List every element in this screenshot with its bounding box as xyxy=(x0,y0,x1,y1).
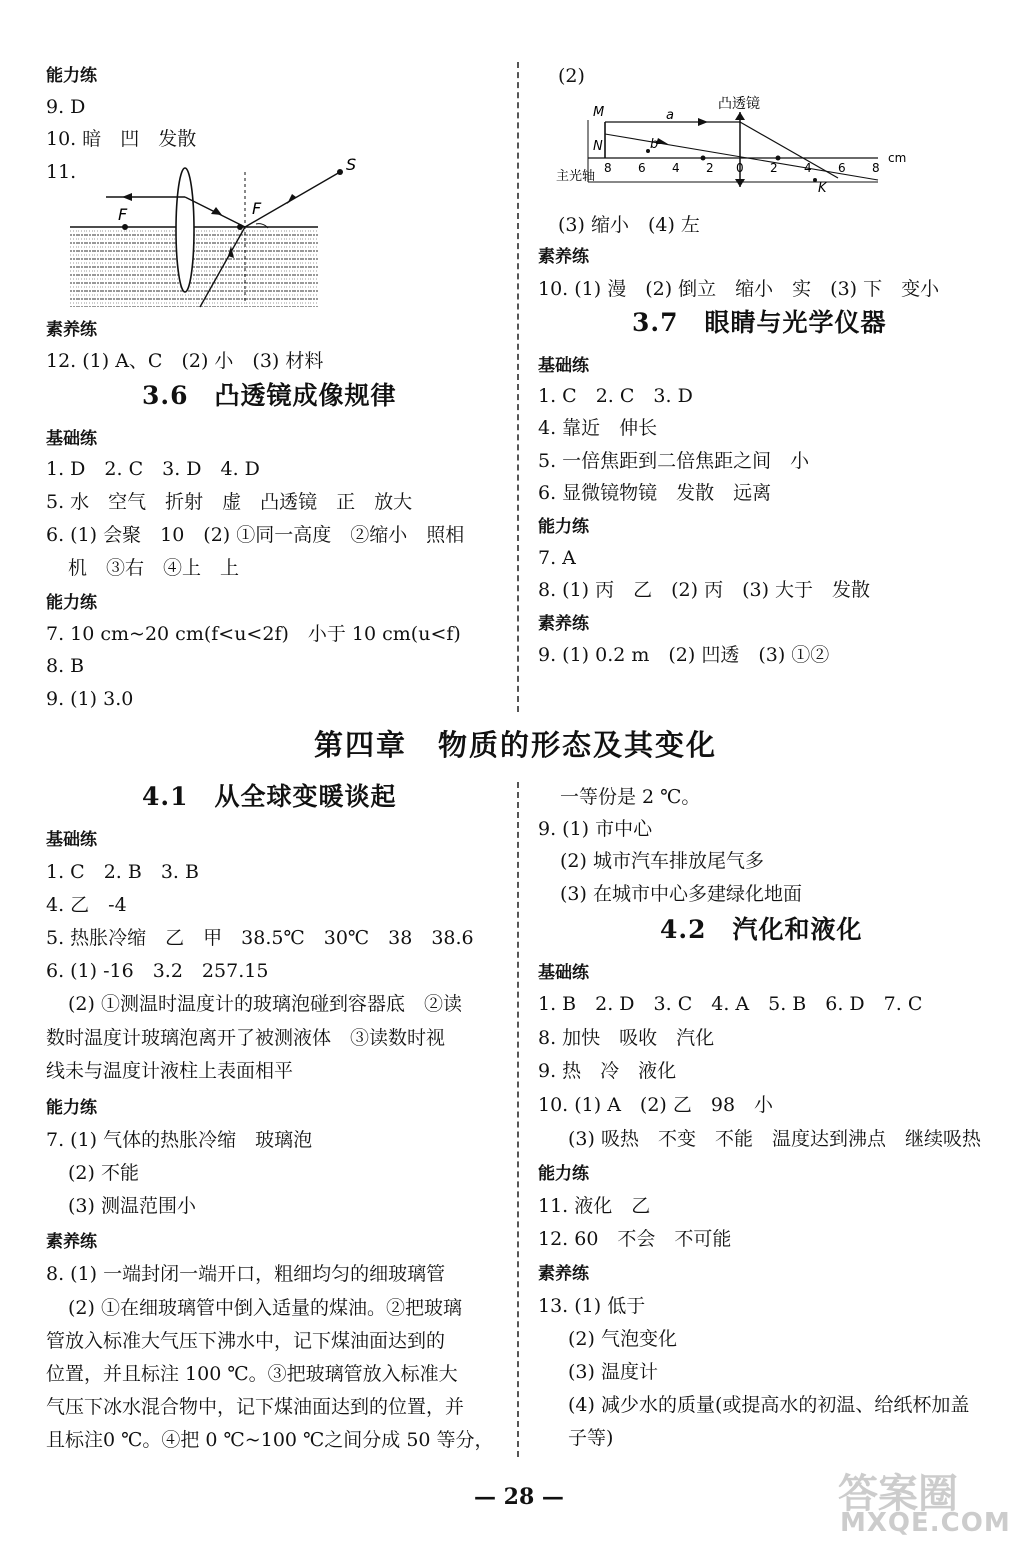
heading-jichu-r: 基础练 xyxy=(538,356,589,376)
point-s xyxy=(337,169,343,175)
answer-9-rb2: 9. 热 冷 液化 xyxy=(538,1060,677,1082)
answer-9-r: 9. (1) 0.2 m (2) 凹透 (3) ①② xyxy=(538,644,830,666)
answer-9-part1: 9. (1) 3.0 xyxy=(46,688,134,710)
answer-1-3-r: 1. C 2. C 3. D xyxy=(538,385,693,407)
answer-4-r: 4. 靠近 伸长 xyxy=(538,417,658,439)
answer-5-b: 5. 热胀冷缩 乙 甲 38.5℃ 30℃ 38 38.6 xyxy=(46,927,474,949)
watermark-url: MXQE.COM xyxy=(840,1508,1011,1538)
ray-arrow-left xyxy=(122,193,132,201)
heading-suyang-r: 素养练 xyxy=(538,247,589,267)
section-3-7-title: 3.7 眼睛与光学仪器 xyxy=(632,308,887,337)
label-b: b xyxy=(650,137,659,152)
heading-suyang-rb: 素养练 xyxy=(538,1264,589,1284)
answer-9-rb-3: (3) 在城市中心多建绿化地面 xyxy=(560,883,802,905)
answer-6-b-3: 数时温度计玻璃泡离开了被测液体 ③读数时视 xyxy=(46,1027,446,1049)
answer-10: 10. 暗 凹 发散 xyxy=(46,128,197,150)
tick-label: 4 xyxy=(672,161,680,175)
answer-7: 7. 10 cm~20 cm(f<u<2f) 小于 10 cm(u<f) xyxy=(46,623,461,645)
watermark-logo: 答案圈 xyxy=(838,1471,958,1517)
answer-6-cont: 机 ③右 ④上 上 xyxy=(68,557,240,579)
label-lens: 凸透镜 xyxy=(718,96,760,112)
answer-6-b: 6. (1) -16 3.2 257.15 xyxy=(46,960,269,982)
answer-4-b: 4. 乙 -4 xyxy=(46,894,127,916)
answer-8-b-4: 位置，并且标注 100 ℃。③把玻璃管放入标准大 xyxy=(46,1363,458,1385)
label-s: S xyxy=(346,155,357,174)
answer-7-b: 7. (1) 气体的热胀冷缩 玻璃泡 xyxy=(46,1129,313,1151)
heading-jichu-rb: 基础练 xyxy=(538,963,589,983)
answer-12: 12. (1) A、C (2) 小 (3) 材料 xyxy=(46,350,324,372)
answer-8-b-5: 气压下冰水混合物中，记下煤油面达到的位置，并 xyxy=(46,1396,465,1418)
lens-imaging-figure xyxy=(548,92,918,202)
focus-left xyxy=(701,156,706,161)
answer-9-rb-2: (2) 城市汽车排放尾气多 xyxy=(560,850,764,872)
focus-right xyxy=(776,156,781,161)
answer-6-r: 6. 显微镜物镜 发散 远离 xyxy=(538,482,772,504)
answer-13-rb: 13. (1) 低于 xyxy=(538,1295,646,1317)
answer-8: 8. B xyxy=(46,655,85,677)
answer-13-rb-3: (3) 温度计 xyxy=(568,1361,658,1383)
answer-9-rb: 9. (1) 市中心 xyxy=(538,818,653,840)
answer-7-b-3: (3) 测温范围小 xyxy=(68,1195,196,1217)
section-4-1-title: 4.1 从全球变暖谈起 xyxy=(142,782,397,811)
answer-10-rb: 10. (1) A (2) 乙 98 小 xyxy=(538,1094,774,1116)
answer-6-b-4: 线未与温度计液柱上表面相平 xyxy=(46,1060,294,1082)
tick-label: 6 xyxy=(838,161,846,175)
label-k: K xyxy=(818,181,827,196)
answer-1-7-rb: 1. B 2. D 3. C 4. A 5. B 6. D 7. C xyxy=(538,993,923,1015)
heading-suyang-r2: 素养练 xyxy=(538,614,589,634)
tick-label: 4 xyxy=(804,161,812,175)
heading-jichu: 基础练 xyxy=(46,429,97,449)
heading-nengli-rb: 能力练 xyxy=(538,1164,589,1184)
answer-6-b-2: (2) ①测温时温度计的玻璃泡碰到容器底 ②读 xyxy=(68,993,462,1015)
answer-10-rb-2: (3) 吸热 不变 不能 温度达到沸点 继续吸热 xyxy=(568,1128,981,1150)
answer-11-rb: 11. 液化 乙 xyxy=(538,1195,651,1217)
focus-point-left xyxy=(122,224,128,230)
section-3-6-title: 3.6 凸透镜成像规律 xyxy=(142,381,397,410)
label-n: N xyxy=(593,139,603,154)
answer-13-rb-5: 子等) xyxy=(568,1427,614,1449)
label-m: M xyxy=(593,105,605,120)
tick-label: 8 xyxy=(604,161,612,175)
label-axis: 主光轴 xyxy=(556,169,596,184)
answer-8-rb: 8. 加快 吸收 汽化 xyxy=(538,1027,715,1049)
answer-6: 6. (1) 会聚 10 (2) ①同一高度 ②缩小 照相 xyxy=(46,524,465,546)
tick-label: 6 xyxy=(638,161,646,175)
answer-1-3-b: 1. C 2. B 3. B xyxy=(46,861,199,883)
chapter-title: 第四章 物质的形态及其变化 xyxy=(314,728,718,762)
tick-label: 8 xyxy=(872,161,880,175)
point-k xyxy=(813,178,817,182)
tick-label: 2 xyxy=(770,161,778,175)
tick-label: 0 xyxy=(736,161,744,175)
answer-13-rb-4: (4) 减少水的质量(或提高水的初温、给纸杯加盖 xyxy=(568,1394,970,1416)
heading-suyang: 素养练 xyxy=(46,320,97,340)
heading-nengli: 能力练 xyxy=(46,66,97,86)
answer-8-b-3: 管放入标准大气压下沸水中，记下煤油面达到的 xyxy=(46,1330,446,1352)
answer-9-part2: (2) xyxy=(558,65,585,87)
answer-9-part3: (3) 缩小 (4) 左 xyxy=(558,214,700,236)
answer-10-r: 10. (1) 漫 (2) 倒立 缩小 实 (3) 下 变小 xyxy=(538,278,940,300)
column-divider-top xyxy=(517,62,519,712)
axis-ticks xyxy=(604,161,880,175)
heading-suyang-b: 素养练 xyxy=(46,1232,97,1252)
lens-refraction-figure xyxy=(70,152,370,322)
label-f-right: F xyxy=(252,199,262,218)
answer-12-rb: 12. 60 不会 不可能 xyxy=(538,1228,732,1250)
ray-a-refracted xyxy=(740,122,838,178)
answer-5: 5. 水 空气 折射 虚 凸透镜 正 放大 xyxy=(46,491,413,513)
focus-point-right xyxy=(237,224,243,230)
answer-8-b-2: (2) ①在细玻璃管中倒入适量的煤油。②把玻璃 xyxy=(68,1297,462,1319)
heading-nengli-b: 能力练 xyxy=(46,1098,97,1118)
answer-9: 9. D xyxy=(46,96,86,118)
answer-1-4: 1. D 2. C 3. D 4. D xyxy=(46,458,260,480)
answer-8-b-6: 且标注0 ℃。④把 0 ℃~100 ℃之间分成 50 等分， xyxy=(46,1429,494,1451)
heading-jichu-b: 基础练 xyxy=(46,830,97,850)
answer-8-r: 8. (1) 丙 乙 (2) 丙 (3) 大于 发散 xyxy=(538,579,871,601)
column-divider-bottom xyxy=(517,782,519,1457)
answer-7-r: 7. A xyxy=(538,547,576,569)
heading-nengli-r: 能力练 xyxy=(538,517,589,537)
heading-nengli-2: 能力练 xyxy=(46,593,97,613)
section-4-2-title: 4.2 汽化和液化 xyxy=(660,915,863,944)
answer-5-r: 5. 一倍焦距到二倍焦距之间 小 xyxy=(538,450,810,472)
lens-shape xyxy=(176,168,194,292)
label-f-left: F xyxy=(118,205,128,224)
answer-8-cont-r: 一等份是 2 ℃。 xyxy=(560,786,701,808)
answer-8-b: 8. (1) 一端封闭一端开口，粗细均匀的细玻璃管 xyxy=(46,1263,446,1285)
page-number: — 28 — xyxy=(474,1484,564,1510)
label-a: a xyxy=(666,108,674,123)
tick-label: 2 xyxy=(706,161,714,175)
label-unit: cm xyxy=(888,151,907,165)
answer-11: 11. xyxy=(46,161,77,183)
answer-13-rb-2: (2) 气泡变化 xyxy=(568,1328,677,1350)
answer-7-b-2: (2) 不能 xyxy=(68,1162,139,1184)
